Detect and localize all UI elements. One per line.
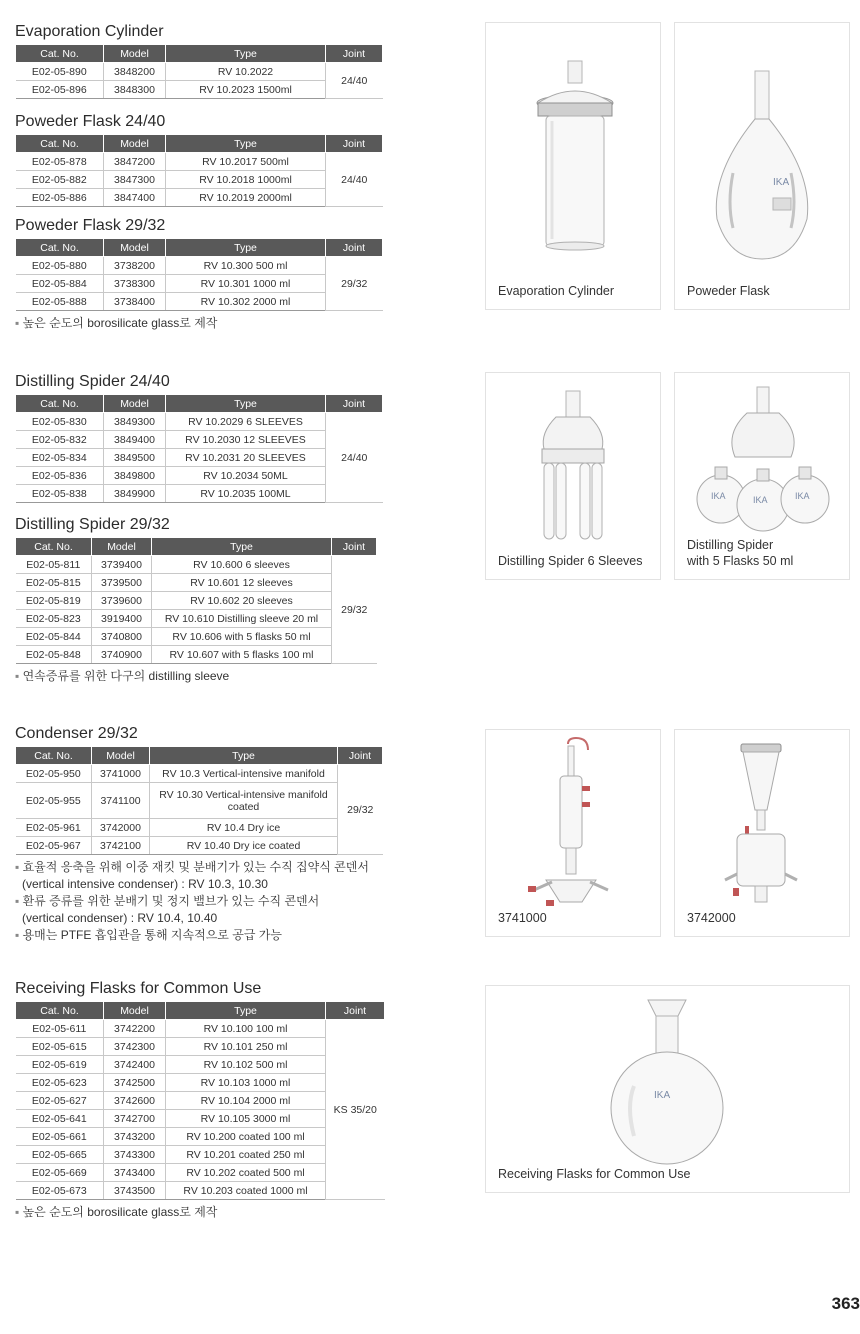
header-type: Type (166, 239, 326, 257)
cat-no: E02-05-886 (16, 189, 104, 207)
section-receiving-flasks (15, 979, 385, 1221)
table-header-row (16, 45, 383, 63)
note: (vertical intensive condenser) : RV 10.3, 10.30 (22, 877, 268, 891)
header-model: Model (104, 45, 166, 63)
note-list (15, 859, 383, 944)
table-row (16, 592, 377, 610)
cat-no: E02-05-832 (16, 431, 104, 449)
header-cat-no: Cat. No. (16, 395, 104, 413)
type: RV 10.600 6 sleeves (152, 556, 332, 574)
product-caption: Poweder Flask (687, 284, 770, 298)
model: 3741100 (92, 783, 150, 819)
type: RV 10.606 with 5 flasks 50 ml (152, 628, 332, 646)
note: ▪ 높은 순도의 borosilicate glass로 제작 (15, 1205, 218, 1219)
table-row (16, 646, 377, 664)
joint: KS 35/20 (326, 1020, 385, 1200)
cat-no: E02-05-823 (16, 610, 92, 628)
model: 3742200 (104, 1020, 166, 1038)
condenser-3741000-image (486, 730, 662, 915)
cat-no: E02-05-955 (16, 783, 92, 819)
condenser-3742000-image (675, 730, 851, 915)
header-cat-no: Cat. No. (16, 45, 104, 63)
type: RV 10.100 100 ml (166, 1020, 326, 1038)
cat-no: E02-05-882 (16, 171, 104, 189)
cat-no: E02-05-950 (16, 765, 92, 783)
table-row (16, 628, 377, 646)
cat-no: E02-05-884 (16, 275, 104, 293)
model: 3742000 (92, 819, 150, 837)
header-joint: Joint (326, 45, 383, 63)
cat-no: E02-05-623 (16, 1074, 104, 1092)
type: RV 10.202 coated 500 ml (166, 1164, 326, 1182)
header-type: Type (166, 135, 326, 153)
product-caption-line: with 5 Flasks 50 ml (687, 554, 794, 568)
header-joint: Joint (326, 1002, 385, 1020)
header-joint: Joint (326, 135, 383, 153)
spec-table (15, 537, 377, 664)
type: RV 10.104 2000 ml (166, 1092, 326, 1110)
section-powder-flask-2932 (15, 216, 383, 332)
cat-no: E02-05-878 (16, 153, 104, 171)
model: 3741000 (92, 765, 150, 783)
type: RV 10.302 2000 ml (166, 293, 326, 311)
section-title: Evaporation Cylinder (15, 23, 164, 40)
header-type: Type (150, 747, 338, 765)
ika-logo-icon: IKA (711, 491, 726, 501)
distilling-spider-5-flasks-image (675, 373, 851, 543)
model: 3847400 (104, 189, 166, 207)
model: 3742700 (104, 1110, 166, 1128)
header-model: Model (92, 538, 152, 556)
model: 3743200 (104, 1128, 166, 1146)
table-row (16, 610, 377, 628)
cat-no: E02-05-661 (16, 1128, 104, 1146)
note: ▪ 연속증류를 위한 다구의 distilling sleeve (15, 669, 230, 683)
type: RV 10.40 Dry ice coated (150, 837, 338, 855)
product-caption: Receiving Flasks for Common Use (498, 1167, 691, 1181)
cat-no: E02-05-819 (16, 592, 92, 610)
section-title: Poweder Flask 24/40 (15, 113, 166, 130)
type: RV 10.203 coated 1000 ml (166, 1182, 326, 1200)
bullet-icon: ▪ (15, 316, 23, 330)
note: ▪ 환류 증류를 위한 분배기 및 정지 밸브가 있는 수직 콘덴서 (15, 894, 320, 908)
product-caption: 3741000 (498, 911, 547, 925)
distilling-spider-6-image (486, 373, 662, 553)
section-title: Distilling Spider 24/40 (15, 373, 170, 390)
model: 3849900 (104, 485, 166, 503)
cat-no: E02-05-615 (16, 1038, 104, 1056)
cat-no: E02-05-627 (16, 1092, 104, 1110)
powder-flask-image (675, 23, 851, 283)
bullet-icon: ▪ (15, 1205, 23, 1219)
type: RV 10.102 500 ml (166, 1056, 326, 1074)
spec-table (15, 1001, 385, 1200)
section-distilling-spider-2440 (15, 372, 383, 503)
header-type: Type (166, 395, 326, 413)
section-condenser-2932 (15, 724, 383, 944)
model: 3743400 (104, 1164, 166, 1182)
model: 3743300 (104, 1146, 166, 1164)
product-card-receiving-flasks (485, 985, 850, 1193)
type: RV 10.4 Dry ice (150, 819, 338, 837)
cat-no: E02-05-961 (16, 819, 92, 837)
model: 3739600 (92, 592, 152, 610)
table-row (16, 1020, 385, 1038)
model: 3739500 (92, 574, 152, 592)
type: RV 10.30 Vertical-intensive manifold coated (150, 783, 338, 819)
product-caption-line: Distilling Spider (687, 538, 774, 552)
joint: 29/32 (338, 765, 383, 855)
cat-no: E02-05-665 (16, 1146, 104, 1164)
type: RV 10.2017 500ml (166, 153, 326, 171)
type: RV 10.2035 100ML (166, 485, 326, 503)
ika-logo-icon: IKA (654, 1090, 671, 1101)
type: RV 10.2031 20 SLEEVES (166, 449, 326, 467)
model: 3740900 (92, 646, 152, 664)
type: RV 10.201 coated 250 ml (166, 1146, 326, 1164)
model: 3740800 (92, 628, 152, 646)
product-card-condenser-3741000 (485, 729, 661, 937)
table-row (16, 153, 383, 171)
model: 3739400 (92, 556, 152, 574)
model: 3738300 (104, 275, 166, 293)
product-card-powder-flask (674, 22, 850, 310)
product-card-evaporation-cylinder (485, 22, 661, 310)
joint: 29/32 (332, 556, 377, 664)
header-type: Type (166, 1002, 326, 1020)
header-joint: Joint (326, 395, 383, 413)
table-row (16, 63, 383, 81)
cat-no: E02-05-641 (16, 1110, 104, 1128)
type: RV 10.101 250 ml (166, 1038, 326, 1056)
page-number: 363 (831, 1294, 860, 1313)
header-joint: Joint (332, 538, 377, 556)
header-cat-no: Cat. No. (16, 747, 92, 765)
cat-no: E02-05-967 (16, 837, 92, 855)
model: 3848200 (104, 63, 166, 81)
model: 3738400 (104, 293, 166, 311)
header-model: Model (104, 239, 166, 257)
cat-no: E02-05-834 (16, 449, 104, 467)
table-row (16, 257, 383, 275)
type: RV 10.105 3000 ml (166, 1110, 326, 1128)
product-card-spider-5-flasks (674, 372, 850, 580)
model: 3847200 (104, 153, 166, 171)
type: RV 10.602 20 sleeves (152, 592, 332, 610)
table-header-row (16, 135, 383, 153)
header-model: Model (104, 135, 166, 153)
joint: 24/40 (326, 153, 383, 207)
header-cat-no: Cat. No. (16, 239, 104, 257)
evaporation-cylinder-image (486, 23, 662, 283)
table-row (16, 413, 383, 431)
spec-table (15, 238, 383, 311)
section-evaporation-cylinder (15, 22, 383, 99)
model: 3742600 (104, 1092, 166, 1110)
model: 3738200 (104, 257, 166, 275)
joint: 24/40 (326, 63, 383, 99)
ika-logo-icon: IKA (753, 495, 768, 505)
cat-no: E02-05-890 (16, 63, 104, 81)
type: RV 10.2023 1500ml (166, 81, 326, 99)
product-card-condenser-3742000 (674, 729, 850, 937)
type: RV 10.200 coated 100 ml (166, 1128, 326, 1146)
cat-no: E02-05-880 (16, 257, 104, 275)
note: (vertical condenser) : RV 10.4, 10.40 (22, 911, 218, 925)
model: 3849400 (104, 431, 166, 449)
table-header-row (16, 239, 383, 257)
table-row (16, 819, 383, 837)
table-header-row (16, 747, 383, 765)
model: 3743500 (104, 1182, 166, 1200)
header-type: Type (152, 538, 332, 556)
header-cat-no: Cat. No. (16, 538, 92, 556)
type: RV 10.601 12 sleeves (152, 574, 332, 592)
cat-no: E02-05-888 (16, 293, 104, 311)
header-cat-no: Cat. No. (16, 1002, 104, 1020)
section-title: Condenser 29/32 (15, 725, 138, 742)
cat-no: E02-05-811 (16, 556, 92, 574)
type: RV 10.2019 2000ml (166, 189, 326, 207)
model: 3742300 (104, 1038, 166, 1056)
cat-no: E02-05-669 (16, 1164, 104, 1182)
header-model: Model (92, 747, 150, 765)
section-title: Receiving Flasks for Common Use (15, 980, 262, 997)
header-joint: Joint (338, 747, 383, 765)
bullet-icon: ▪ (15, 860, 23, 874)
model: 3849300 (104, 413, 166, 431)
model: 3742100 (92, 837, 150, 855)
spec-table (15, 746, 383, 855)
type: RV 10.2022 (166, 63, 326, 81)
section-powder-flask-2440 (15, 112, 383, 207)
table-row (16, 783, 383, 819)
cat-no: E02-05-830 (16, 413, 104, 431)
section-title: Poweder Flask 29/32 (15, 217, 166, 234)
table-row (16, 837, 383, 855)
type: RV 10.610 Distilling sleeve 20 ml (152, 610, 332, 628)
model: 3849800 (104, 467, 166, 485)
model: 3742500 (104, 1074, 166, 1092)
receiving-flask-image (486, 986, 851, 1171)
product-caption: Distilling Spider 6 Sleeves (498, 554, 643, 568)
table-header-row (16, 395, 383, 413)
cat-no: E02-05-836 (16, 467, 104, 485)
joint: 29/32 (326, 257, 383, 311)
table-row (16, 765, 383, 783)
spec-table (15, 44, 383, 99)
model: 3849500 (104, 449, 166, 467)
cat-no: E02-05-619 (16, 1056, 104, 1074)
spec-table (15, 394, 383, 503)
note: ▪ 높은 순도의 borosilicate glass로 제작 (15, 316, 218, 330)
type: RV 10.2034 50ML (166, 467, 326, 485)
spec-table (15, 134, 383, 207)
section-title: Distilling Spider 29/32 (15, 516, 170, 533)
type: RV 10.2018 1000ml (166, 171, 326, 189)
cat-no: E02-05-848 (16, 646, 92, 664)
joint: 24/40 (326, 413, 383, 503)
cat-no: E02-05-673 (16, 1182, 104, 1200)
table-header-row (16, 1002, 385, 1020)
cat-no: E02-05-611 (16, 1020, 104, 1038)
cat-no: E02-05-838 (16, 485, 104, 503)
header-model: Model (104, 395, 166, 413)
product-caption: Evaporation Cylinder (498, 284, 615, 298)
table-row (16, 574, 377, 592)
type: RV 10.301 1000 ml (166, 275, 326, 293)
product-card-spider-6 (485, 372, 661, 580)
table-header-row (16, 538, 377, 556)
bullet-icon: ▪ (15, 669, 23, 683)
note: ▪ 용매는 PTFE 흡입관을 통해 지속적으로 공급 가능 (15, 928, 282, 942)
model: 3848300 (104, 81, 166, 99)
model: 3742400 (104, 1056, 166, 1074)
note: ▪ 효율적 응축을 위해 이중 재킷 및 분배기가 있는 수직 집약식 콘덴서 (15, 860, 369, 874)
ika-logo-icon: IKA (795, 491, 810, 501)
cat-no: E02-05-815 (16, 574, 92, 592)
cat-no: E02-05-896 (16, 81, 104, 99)
type: RV 10.2029 6 SLEEVES (166, 413, 326, 431)
product-caption: 3742000 (687, 911, 736, 925)
header-type: Type (166, 45, 326, 63)
type: RV 10.3 Vertical-intensive manifold (150, 765, 338, 783)
model: 3919400 (92, 610, 152, 628)
section-distilling-spider-2932 (15, 515, 377, 685)
header-cat-no: Cat. No. (16, 135, 104, 153)
product-caption (687, 537, 793, 569)
model: 3847300 (104, 171, 166, 189)
ika-logo-icon: IKA (773, 177, 790, 188)
type: RV 10.300 500 ml (166, 257, 326, 275)
header-joint: Joint (326, 239, 383, 257)
type: RV 10.607 with 5 flasks 100 ml (152, 646, 332, 664)
header-model: Model (104, 1002, 166, 1020)
table-row (16, 556, 377, 574)
cat-no: E02-05-844 (16, 628, 92, 646)
bullet-icon: ▪ (15, 894, 23, 908)
type: RV 10.103 1000 ml (166, 1074, 326, 1092)
type: RV 10.2030 12 SLEEVES (166, 431, 326, 449)
bullet-icon: ▪ (15, 928, 23, 942)
